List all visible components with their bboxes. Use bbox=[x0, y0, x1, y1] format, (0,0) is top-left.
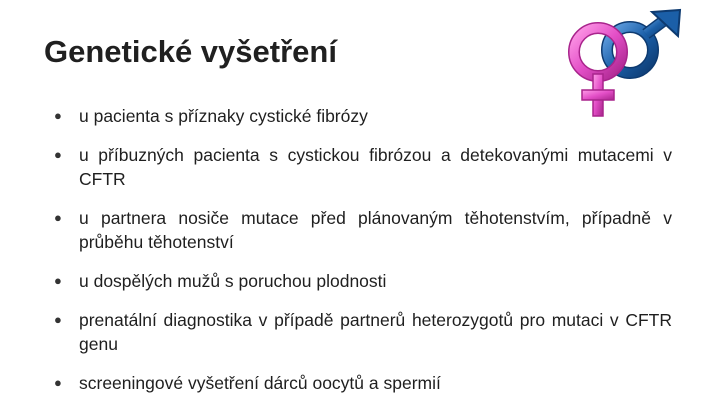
bullet-list bbox=[52, 104, 672, 410]
bullet-text: u pacienta s příznaky cystické fibrózy bbox=[79, 106, 368, 126]
bullet-text: u dospělých mužů s poruchou plodnosti bbox=[79, 271, 387, 291]
female-symbol-icon bbox=[574, 28, 622, 116]
bullet-dot: ● bbox=[54, 147, 62, 162]
bullet-text: prenatální diagnostika v případě partnerů heterozygotů pro mutaci v CFTR genu bbox=[79, 310, 672, 354]
list-item bbox=[52, 269, 672, 293]
bullet-dot: ● bbox=[54, 312, 62, 327]
bullet-text: u příbuzných pacienta s cystickou fibrózou a detekovanými mutacemi v CFTR bbox=[79, 145, 672, 189]
bullet-dot: ● bbox=[54, 108, 62, 123]
bullet-dot: ● bbox=[54, 375, 62, 390]
bullet-text: screeningové vyšetření dárců oocytů a spermií bbox=[79, 373, 441, 393]
slide-title: Genetické vyšetření bbox=[44, 34, 337, 69]
list-item bbox=[52, 308, 672, 356]
bullet-dot: ● bbox=[54, 210, 62, 225]
bullet-text: u partnera nosiče mutace před plánovaným těhotenstvím, případně v průběhu těhotenství bbox=[79, 208, 672, 252]
bullet-dot: ● bbox=[54, 273, 62, 288]
list-item bbox=[52, 143, 672, 191]
list-item bbox=[52, 104, 672, 128]
list-item bbox=[52, 206, 672, 254]
list-item bbox=[52, 371, 672, 395]
